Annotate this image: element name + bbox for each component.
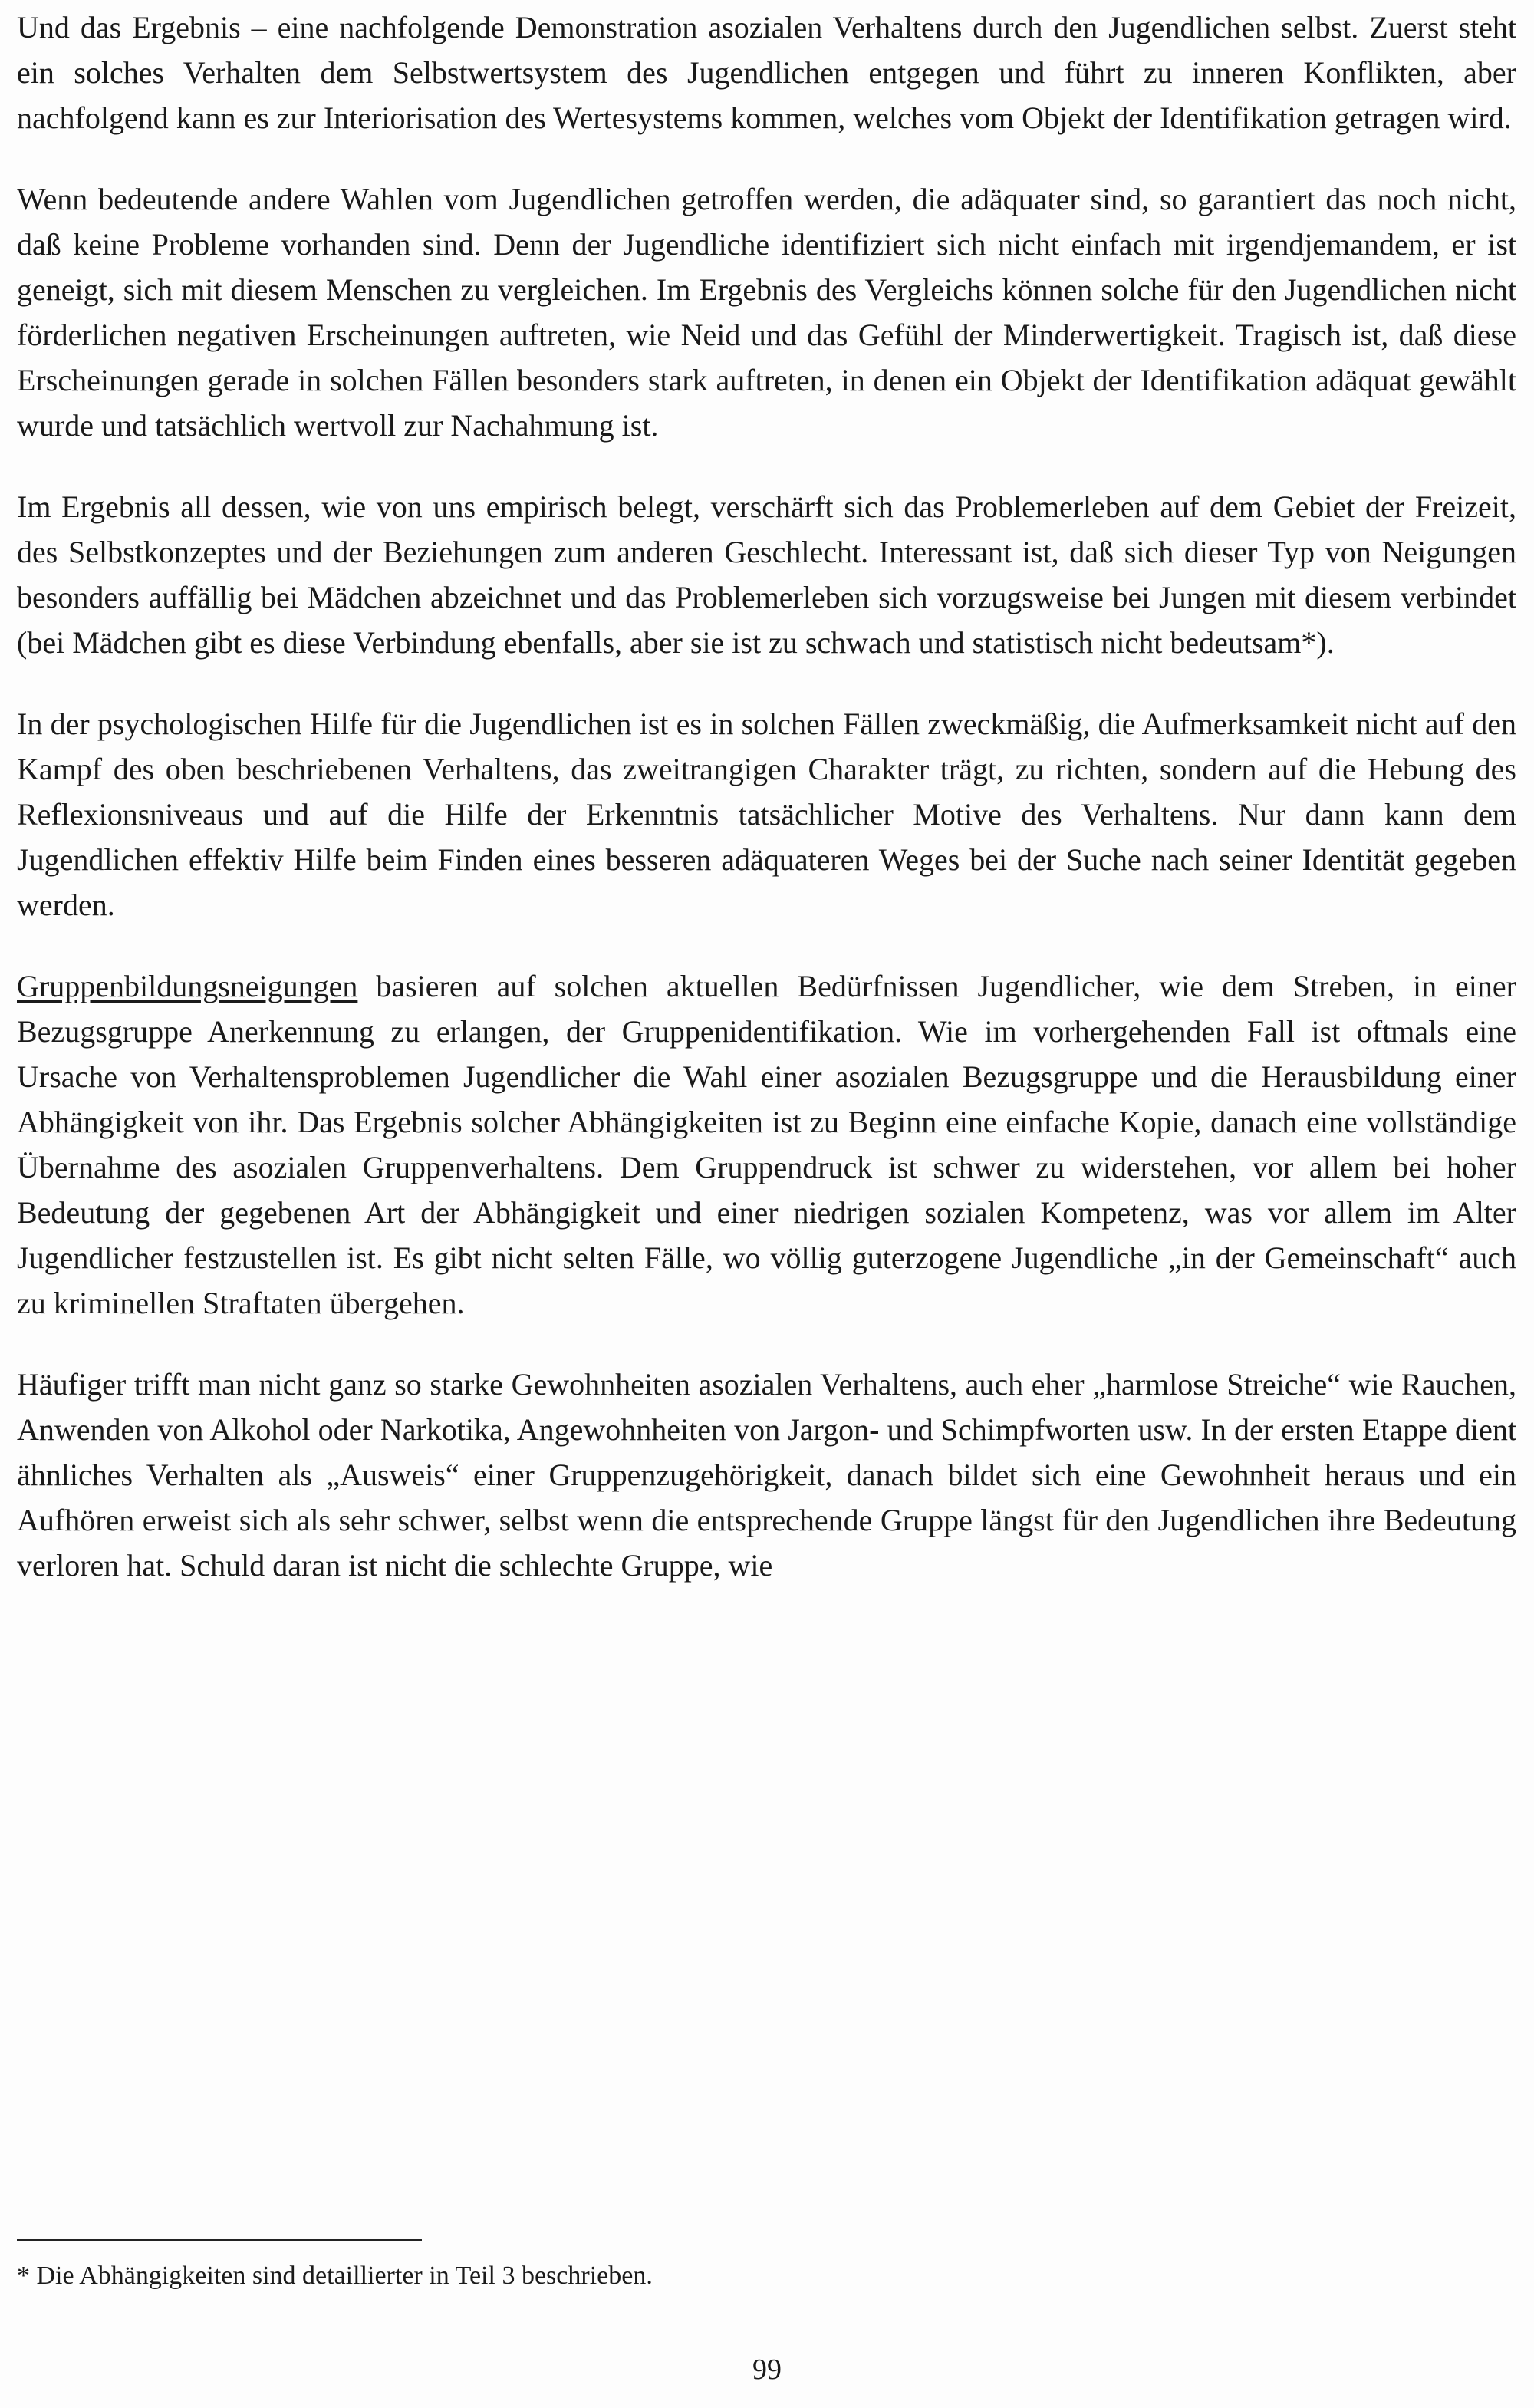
paragraph-6: Häufiger trifft man nicht ganz so starke Gewohnheiten asozialen Verhaltens, auch eher „harmlose Streiche“ wie Rauchen, Anwenden von Alkohol oder Narkotika, Angewohnheiten von Jargon- und Schimpfworten usw. In der ersten Etappe dient ähnliches Verhalten als „Ausweis“ einer Gruppenzugehörigkeit, danach bildet sich eine Gewohnheit heraus und ein Aufhören erweist sich als sehr schwer, selbst wenn die entsprechende Gruppe längst für den Jugendlichen ihre Bedeutung verloren hat. Schuld daran ist nicht die schlechte Gruppe, wie <box>17 1367 1516 1583</box>
paragraph-2: Wenn bedeutende andere Wahlen vom Jugendlichen getroffen werden, die adäquater sind, so garantiert das noch nicht, daß keine Probleme vorhanden sind. Denn der Jugendliche identifiziert sich nicht einfach mit irgendjemandem, er ist geneigt, sich mit diesem Menschen zu vergleichen. Im Ergebnis des Vergleichs können solche für den Jugendlichen nicht förderlichen negativen Erscheinungen auftreten, wie Neid und das Gefühl der Minderwertigkeit. Tragisch ist, daß diese Erscheinungen gerade in solchen Fällen besonders stark auftreten, in denen ein Objekt der Identifikation adäquat gewählt wurde und tatsächlich wertvoll zur Nachahmung ist. <box>17 182 1516 443</box>
paragraph-5 <box>17 964 1516 1326</box>
paragraph-4: In der psychologischen Hilfe für die Jugendlichen ist es in solchen Fällen zweckmäßig, die Aufmerksamkeit nicht auf den Kampf des oben beschriebenen Verhaltens, das zweitrangigen Charakter trägt, zu richten, sondern auf die Hebung des Reflexionsniveaus und auf die Hilfe der Erkenntnis tatsächlicher Motive des Verhaltens. Nur dann kann dem Jugendlichen effektiv Hilfe beim Finden eines besseren adäquateren Weges bei der Suche nach seiner Identität gegeben werden. <box>17 707 1516 922</box>
footnote-divider <box>17 2239 422 2241</box>
page-number: 99 <box>752 2354 782 2386</box>
footnote: * Die Abhängigkeiten sind detaillierter in Teil 3 beschrieben. <box>17 2261 653 2290</box>
paragraph-3: Im Ergebnis all dessen, wie von uns empirisch belegt, verschärft sich das Problemerleben auf dem Gebiet der Freizeit, des Selbstkonzeptes und der Beziehungen zum anderen Geschlecht. Interessant ist, daß sich dieser Typ von Neigungen besonders auffällig bei Mädchen abzeichnet und das Problemerleben sich vorzugsweise bei Jungen mit diesem verbindet (bei Mädchen gibt es diese Verbindung ebenfalls, aber sie ist zu schwach und statistisch nicht bedeutsam*). <box>17 489 1516 660</box>
body-text <box>17 5 1516 1588</box>
paragraph-1: Und das Ergebnis – eine nachfolgende Demonstration asozialen Verhaltens durch den Jugendlichen selbst. Zuerst steht ein solches Verhalten dem Selbstwertsystem des Jugendlichen entgegen und führt zu inneren Konflikten, aber nachfolgend kann es zur Interiorisation des Wertesystems kommen, welches vom Objekt der Identifikation getragen wird. <box>17 10 1516 135</box>
underlined-term: Gruppenbildungsneigungen <box>17 969 358 1003</box>
paragraph-5-text: basieren auf solchen aktuellen Bedürfnissen Jugendlicher, wie dem Streben, in einer Bezugsgruppe Anerkennung zu erlangen, der Gruppenidentifikation. Wie im vorhergehenden Fall ist oftmals eine Ursache von Verhaltensproblemen Jugendlicher die Wahl einer asozialen Bezugsgruppe und die Herausbildung einer Abhängigkeit von ihr. Das Ergebnis solcher Abhängigkeiten ist zu Beginn eine einfache Kopie, danach eine vollständige Übernahme des asozialen Gruppenverhaltens. Dem Gruppendruck ist schwer zu widerstehen, vor allem bei hoher Bedeutung der gegebenen Art der Abhängigkeit und einer niedrigen sozialen Kompetenz, was vor allem im Alter Jugendlicher festzustellen ist. Es gibt nicht selten Fälle, wo völlig guterzogene Jugendliche „in der Gemeinschaft“ auch zu kriminellen Straftaten übergehen. <box>17 969 1516 1320</box>
